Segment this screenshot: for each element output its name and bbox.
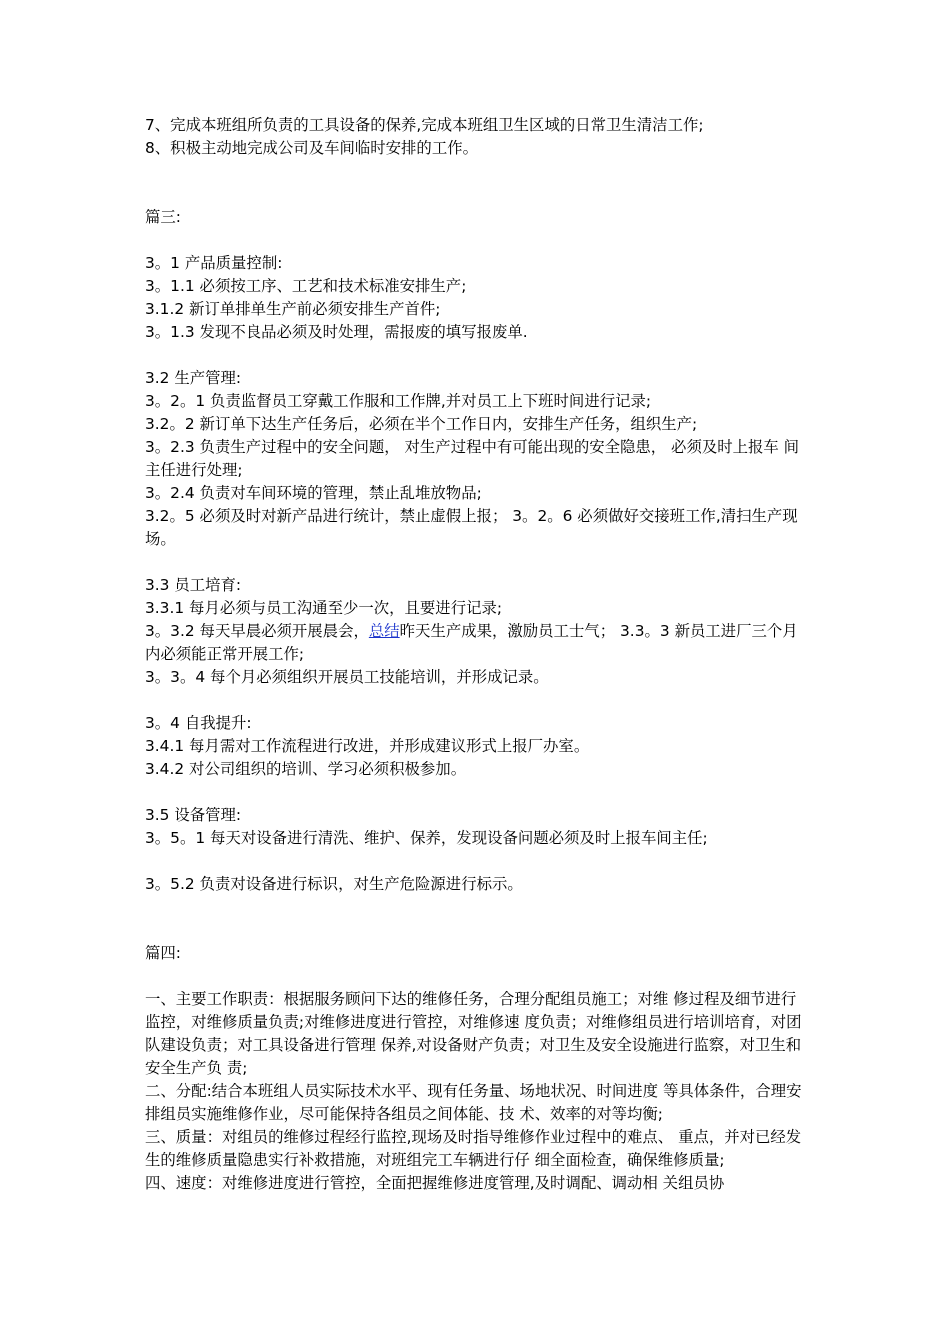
list-item: 3.1.2 新订单排单生产前必须安排生产首件; — [145, 300, 441, 318]
text-segment: 昨天生产成果，激励员工士气； 3.3。3 新员工进厂三个月内必须能正常开展工作; — [145, 622, 798, 663]
list-item: 三、质量：对组员的维修过程经行监控,现场及时指导维修作业过程中的难点、 重点，并对已经发生的维修质量隐患实行补救措施，对班组完工车辆进行仔 细全面检查，确保维修质量; — [145, 1128, 802, 1169]
list-item: 3。5。1 每天对设备进行清洗、维护、保养，发现设备问题必须及时上报车间主任; — [145, 829, 708, 847]
subsection-title-equipment: 3.5 设备管理: — [145, 806, 242, 824]
list-item: 3.2。2 新订单下达生产任务后，必须在半个工作日内，安排生产任务，组织生产; — [145, 415, 698, 433]
paragraph-line: 7、完成本班组所负责的工具设备的保养,完成本班组卫生区域的日常卫生清洁工作; — [145, 116, 704, 134]
list-item-with-link — [145, 620, 810, 666]
list-item: 3。2.4 负责对车间环境的管理，禁止乱堆放物品; — [145, 484, 482, 502]
spacer — [145, 689, 810, 712]
subsection-title-training: 3.3 员工培育: — [145, 576, 242, 594]
list-item: 3。2.3 负责生产过程中的安全问题， 对生产过程中有可能出现的安全隐患， 必须及时上报车 间主任进行处理; — [145, 438, 800, 479]
list-item: 3.2。5 必须及时对新产品进行统计，禁止虚假上报； 3。2。6 必须做好交接班工作,清扫生产现场。 — [145, 507, 798, 548]
list-item: 一、主要工作职责：根据服务顾问下达的维修任务，合理分配组员施工；对维 修过程及细节进行监控，对维修质量负责;对维修进度进行管控，对维修速 度负责；对维修组员进行培训培育，对团队建设负责；对工具设备进行管理 保养,对设备财产负责；对卫生及安全设施进行监察，对卫生和安全生产负 责; — [145, 990, 802, 1077]
list-item: 四、速度：对维修进度进行管控，全面把握维修进度管理,及时调配、调动相 关组员协 — [145, 1174, 725, 1192]
list-item: 3。5.2 负责对设备进行标识，对生产危险源进行标示。 — [145, 875, 523, 893]
section-heading-3: 篇三: — [145, 208, 181, 226]
spacer — [145, 965, 810, 988]
subsection-title-production: 3.2 生产管理: — [145, 369, 242, 387]
subsection-title-self: 3。4 自我提升: — [145, 714, 252, 732]
list-item: 3.4.2 对公司组织的培训、学习必须积极参加。 — [145, 760, 467, 778]
spacer — [145, 551, 810, 574]
spacer — [145, 896, 810, 942]
document-page — [145, 114, 810, 1195]
list-item: 3。1.3 发现不良品必须及时处理，需报废的填写报废单. — [145, 323, 528, 341]
spacer — [145, 344, 810, 367]
list-item: 3.3.1 每月必须与员工沟通至少一次，且要进行记录; — [145, 599, 503, 617]
text-segment: 3。3.2 每天早晨必须开展晨会， — [145, 622, 369, 640]
list-item: 3。3。4 每个月必须组织开展员工技能培训，并形成记录。 — [145, 668, 549, 686]
spacer — [145, 850, 810, 873]
list-item: 3。1.1 必须按工序、工艺和技术标准安排生产; — [145, 277, 467, 295]
spacer — [145, 160, 810, 206]
list-item: 3。2。1 负责监督员工穿戴工作服和工作牌,并对员工上下班时间进行记录; — [145, 392, 652, 410]
spacer — [145, 229, 810, 252]
subsection-title-quality: 3。1 产品质量控制: — [145, 254, 283, 272]
section-heading-4: 篇四: — [145, 944, 181, 962]
list-item: 二、分配:结合本班组人员实际技术水平、现有任务量、场地状况、时间进度 等具体条件，合理安排组员实施维修作业，尽可能保持各组员之间体能、技 术、效率的对等均衡; — [145, 1082, 802, 1123]
list-item: 3.4.1 每月需对工作流程进行改进，并形成建议形式上报厂办室。 — [145, 737, 590, 755]
spacer — [145, 781, 810, 804]
summary-link[interactable]: 总结 — [368, 622, 400, 640]
paragraph-line: 8、积极主动地完成公司及车间临时安排的工作。 — [145, 139, 478, 157]
